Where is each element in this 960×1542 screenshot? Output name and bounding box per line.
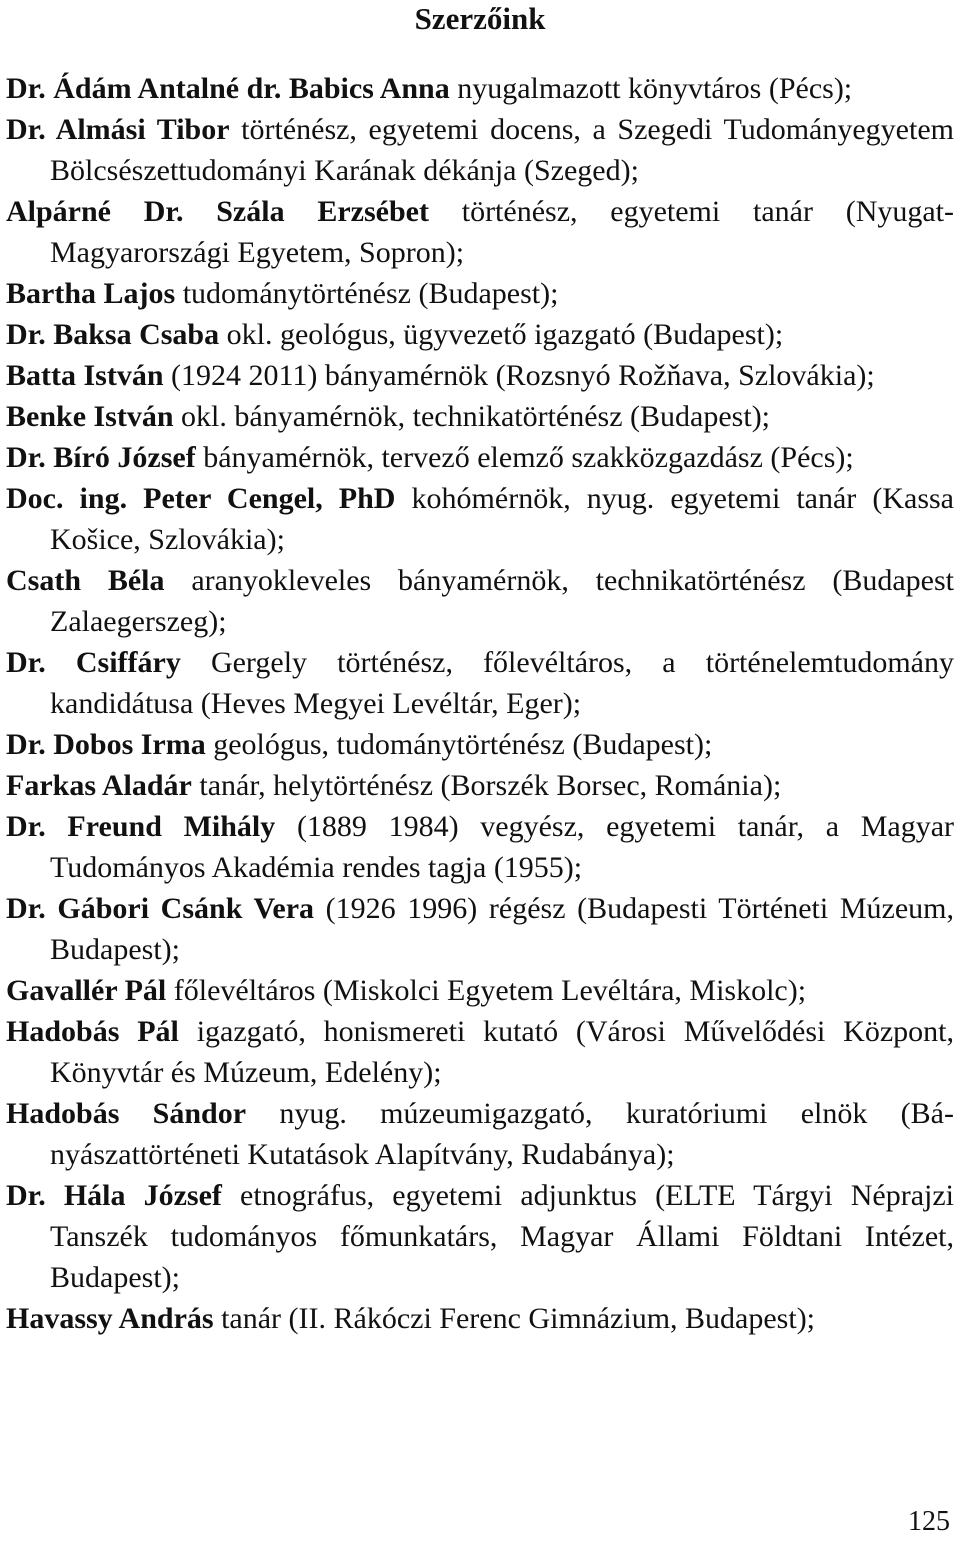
author-description: (1926 1996) régész (Budapesti Történeti Múzeum, Budapest); — [50, 892, 954, 966]
author-name: Dr. Freund Mihály — [6, 810, 276, 843]
author-name: Benke István — [6, 400, 174, 433]
author-description: kohómérnök, nyug. egyetemi tanár (Kassa Košice, Szlovákia); — [50, 482, 954, 556]
author-description: okl. geológus, ügyvezető igazgató (Budapest); — [219, 318, 784, 351]
author-name: Dr. Dobos Irma — [6, 728, 206, 761]
author-entry — [6, 109, 954, 191]
author-description: okl. bányamérnök, technikatörténész (Budapest); — [173, 400, 771, 433]
author-description: történész, egyetemi tanár (Nyugat-Magyarországi Egyetem, Sopron); — [50, 195, 954, 269]
author-name: Dr. Hála József — [6, 1179, 222, 1212]
author-entry — [6, 191, 954, 273]
author-description: Gergely történész, főlevéltáros, a történelemtudomány kandidátusa (Heves Megyei Levéltár, Eger); — [50, 646, 954, 720]
author-name: Dr. Bíró József — [6, 441, 196, 474]
page-number: 125 — [908, 1506, 950, 1537]
author-entry — [6, 1093, 954, 1175]
author-name: Dr. Gábori Csánk Vera — [6, 892, 315, 925]
author-entry — [6, 560, 954, 642]
author-entry — [6, 478, 954, 560]
author-name: Csath Béla — [6, 564, 165, 597]
author-name: Bartha Lajos — [6, 277, 176, 310]
author-entry — [6, 396, 954, 437]
author-entry — [6, 806, 954, 888]
author-entry — [6, 68, 954, 109]
author-description: (1924 2011) bányamérnök (Rozsnyó Rožňava, Szlovákia); — [163, 359, 875, 392]
author-entry — [6, 1175, 954, 1298]
author-description: (1889 1984) vegyész, egyetemi tanár, a Magyar Tudományos Akadémia rendes tagja (1955); — [50, 810, 954, 884]
author-description: főlevéltáros (Miskolci Egyetem Levéltára, Miskolc); — [166, 974, 807, 1007]
page-title: Szerzőink — [414, 1, 546, 36]
author-entry — [6, 355, 954, 396]
author-name: Hadobás Sándor — [6, 1097, 247, 1130]
author-name: Doc. ing. Peter Cengel, PhD — [6, 482, 396, 515]
author-description: tanár, helytörténész (Borszék Borsec, Románia); — [191, 769, 782, 802]
author-entry — [6, 437, 954, 478]
author-list — [6, 68, 954, 1339]
author-name: Havassy András — [6, 1302, 214, 1335]
author-description: nyug. múzeumigazgató, kuratóriumi elnök (Bányászattörténeti Kutatások Alapítvány, Rudabánya); — [50, 1097, 954, 1171]
author-entry — [6, 765, 954, 806]
author-name: Dr. Baksa Csaba — [6, 318, 220, 351]
author-name: Dr. Csiffáry — [6, 646, 181, 679]
author-name: Farkas Aladár — [6, 769, 192, 802]
author-name: Batta István — [6, 359, 164, 392]
author-description: tudománytörténész (Budapest); — [175, 277, 559, 310]
author-description: nyugalmazott könyvtáros (Pécs); — [449, 72, 853, 105]
author-name: Dr. Almási Tibor — [6, 113, 230, 146]
author-name: Alpárné Dr. Szála Erzsébet — [6, 195, 429, 228]
author-entry — [6, 273, 954, 314]
author-name: Hadobás Pál — [6, 1015, 179, 1048]
author-description: történész, egyetemi docens, a Szegedi Tudományegyetem Bölcsészettudományi Karának dékánja (Szeged); — [50, 113, 954, 187]
author-entry — [6, 724, 954, 765]
author-entry — [6, 1298, 954, 1339]
author-description: aranyokleveles bányamérnök, technikatörténész (Budapest Zalaegerszeg); — [50, 564, 954, 638]
author-name: Gavallér Pál — [6, 974, 167, 1007]
author-entry — [6, 642, 954, 724]
author-description: igazgató, honismereti kutató (Városi Művelődési Központ, Könyvtár és Múzeum, Edelény); — [50, 1015, 954, 1089]
author-entry — [6, 970, 954, 1011]
author-entry — [6, 314, 954, 355]
author-description: tanár (II. Rákóczi Ferenc Gimnázium, Budapest); — [213, 1302, 816, 1335]
author-description: bányamérnök, tervező elemző szakközgazdász (Pécs); — [195, 441, 854, 474]
author-entry — [6, 888, 954, 970]
author-name: Dr. Ádám Antalné dr. Babics Anna — [6, 72, 450, 105]
author-description: etnográfus, egyetemi adjunktus (ELTE Tárgyi Néprajzi Tanszék tudományos főmunkatárs, Magyar Állami Földtani Intézet, Budapest); — [50, 1179, 954, 1294]
author-entry — [6, 1011, 954, 1093]
author-description: geológus, tudománytörténész (Budapest); — [205, 728, 713, 761]
